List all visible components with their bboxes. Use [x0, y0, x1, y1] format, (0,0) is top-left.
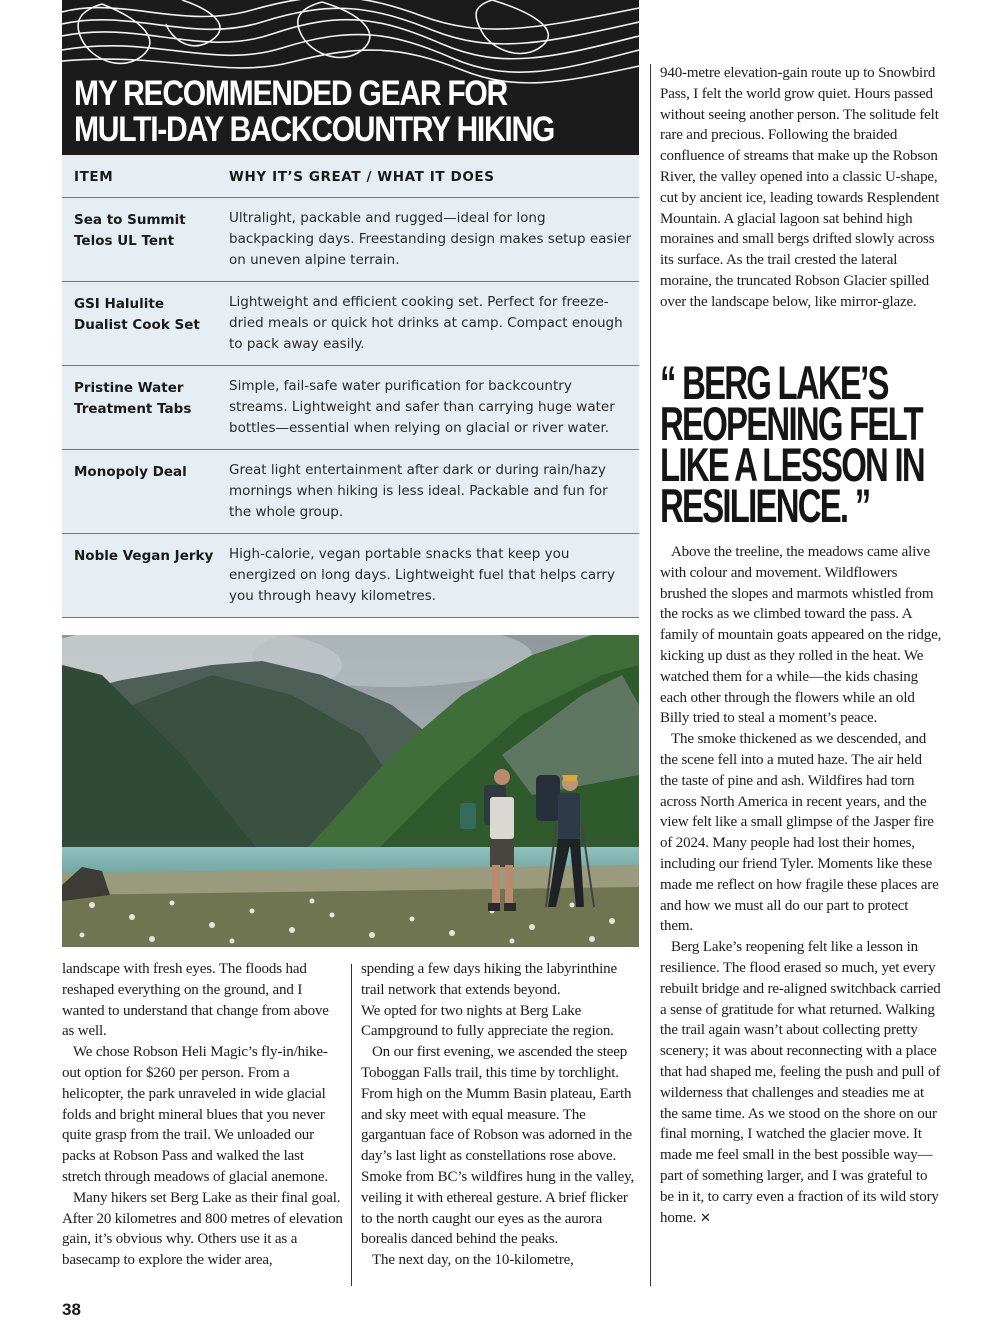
body-paragraph: [660, 937, 942, 1229]
pull-quote-line: BERG LAKE’S: [682, 356, 888, 409]
gear-item-name: Sea to Summit Telos UL Tent: [74, 212, 186, 249]
pull-quote-line: REOPENING FELT: [660, 397, 922, 450]
gear-item-description: Simple, fail-safe water purification for backcountry streams. Lightweight and safer than carrying huge water bottles—essential when relying on glacial or river water.: [229, 378, 615, 436]
gear-box-banner: [62, 0, 639, 155]
hikers-lake-photo: [62, 635, 639, 947]
gear-item-description: Great light entertainment after dark or during rain/hazy mornings when hiking is less ideal. Packable and fun for the whole group.: [229, 462, 608, 520]
gear-table-header: [62, 155, 639, 198]
body-paragraph: spending a few days hiking the labyrinthine trail network that extends beyond.: [361, 961, 617, 998]
gear-row: [62, 198, 639, 282]
gear-table: [62, 155, 639, 618]
gear-item-description: Lightweight and efficient cooking set. Perfect for freeze-dried meals or quick hot drinks at camp. Compact enough to pack away easily.: [229, 294, 623, 352]
gear-item-name: Pristine Water Treatment Tabs: [74, 380, 192, 417]
gear-box-title-line1: MY RECOMMENDED GEAR FOR: [74, 74, 508, 113]
gear-row: [62, 534, 639, 618]
body-paragraph: On our first evening, we ascended the steep Toboggan Falls trail, this time by torchlight. From high on the Mumm Basin plateau, Earth and sky meet with equal measure. The gargantuan face of Robson was adorned in the day’s last light as constellations rose above. Smoke from BC’s wildfires hung in the valley, veiling it with ethereal gesture. A brief flicker to the north caught our eyes as the aurora borealis danced behind the peaks.: [361, 1044, 635, 1248]
page-number: 38: [62, 1300, 81, 1319]
body-paragraph: Above the treeline, the meadows came alive with colour and movement. Wildflowers brushed the slopes and marmots whistled from the rocks as we climbed toward the pass. A family of mountain goats appeared on the ridge, kicking up dust as they rolled in the heat. We watched them for a while—the kids chasing each other through the flowers while an old Billy tried to steal a moment’s peace.: [660, 544, 942, 727]
gear-item-description: High-calorie, vegan portable snacks that keep you energized on long days. Lightweight fuel that helps carry you through heavy kilometres.: [229, 546, 615, 604]
gear-col-why-header: WHY IT’S GREAT / WHAT IT DOES: [229, 169, 495, 185]
pull-quote: [660, 356, 954, 532]
body-paragraph: We opted for two nights at Berg Lake Campground to fully appreciate the region.: [361, 1002, 614, 1040]
gear-box-title-line2: MULTI-DAY BACKCOUNTRY HIKING: [74, 110, 555, 149]
body-paragraph: landscape with fresh eyes. The floods had reshaped everything on the ground, and I wanted to understand that change from above as well.: [62, 961, 329, 1040]
end-mark-icon: ✕: [699, 1210, 711, 1226]
pull-quote-line: LIKE A LESSON IN: [660, 438, 924, 491]
gear-item-name: Monopoly Deal: [74, 464, 187, 480]
body-column-2: [361, 959, 642, 1271]
body-paragraph: We chose Robson Heli Magic’s fly-in/hike-out option for $260 per person. From a helicopter, the park unraveled in wide glacial folds and bright mineral blues that you never quite grasp from the trail. We unloaded our packs at Robson Pass and walked the last stretch through meadows of glacial anemone.: [62, 1044, 328, 1185]
body-column-3-top: [660, 63, 942, 313]
body-paragraph-text: Berg Lake’s reopening felt like a lesson in resilience. The flood erased so much, yet every rebuilt bridge and re-aligned switchback carried a sense of gratitude for what returned. Walking the trail again wasn’t about collecting pretty scenery; it was about reconnecting with a place that had shaped me, feeling the push and pull of wilderness that challenges and steadies me at the same time. As we stood on the shore on our final morning, I watched the glacier move. It made me feel small in the best possible way—part of something larger, and I was grateful to be in it, to carry even a fraction of its wild story home.: [660, 939, 941, 1226]
gear-box-title: [74, 76, 556, 148]
column-divider: [650, 64, 651, 1286]
body-column-3-bottom: [660, 542, 942, 1229]
body-paragraph: The next day, on the 10-kilometre,: [372, 1252, 574, 1269]
gear-item-description: Ultralight, packable and rugged—ideal for long backpacking days. Freestanding design makes setup easier on uneven alpine terrain.: [229, 210, 632, 268]
column-divider: [351, 964, 352, 1286]
body-paragraph: 940-metre elevation-gain route up to Snowbird Pass, I felt the world grow quiet. Hours passed without seeing another person. The solitude felt rare and precious. Following the braided confluence of streams that make up the Robson River, the valley opened into a classic U-shape, cut by ancient ice, leading towards Resplendent Mountain. A glacial lagoon sat behind high moraines and small bergs drifted slowly across its surface. As the trail crested the lateral moraine, the truncated Robson Glacier spilled over the landscape below, like mirror-glaze.: [660, 65, 940, 310]
body-paragraph: The smoke thickened as we descended, and the scene fell into a muted haze. The air held the taste of pine and ash. Wildfires had torn across North America in recent years, and the view felt like a small glimpse of the Jasper fire of 2024. Many people had lost their homes, including our friend Tyler. Moments like these made me reflect on how fragile these places are and how we must all do our part to protect them.: [660, 731, 939, 935]
gear-col-item-header: ITEM: [74, 169, 114, 185]
gear-row: [62, 450, 639, 534]
gear-item-name: GSI Halulite Dualist Cook Set: [74, 296, 200, 333]
gear-row: [62, 366, 639, 450]
gear-item-name: Noble Vegan Jerky: [74, 548, 214, 564]
pull-quote-line: RESILIENCE.: [660, 479, 848, 532]
body-paragraph: Many hikers set Berg Lake as their final goal. After 20 kilometres and 800 metres of elevation gain, it’s obvious why. Others use it as a basecamp to explore the wider area,: [62, 1189, 343, 1269]
body-column-1: [62, 959, 343, 1271]
gear-row: [62, 282, 639, 366]
landscape-illustration: [62, 635, 639, 947]
close-quote-mark: ”: [854, 479, 870, 532]
open-quote-mark: “: [660, 356, 675, 409]
